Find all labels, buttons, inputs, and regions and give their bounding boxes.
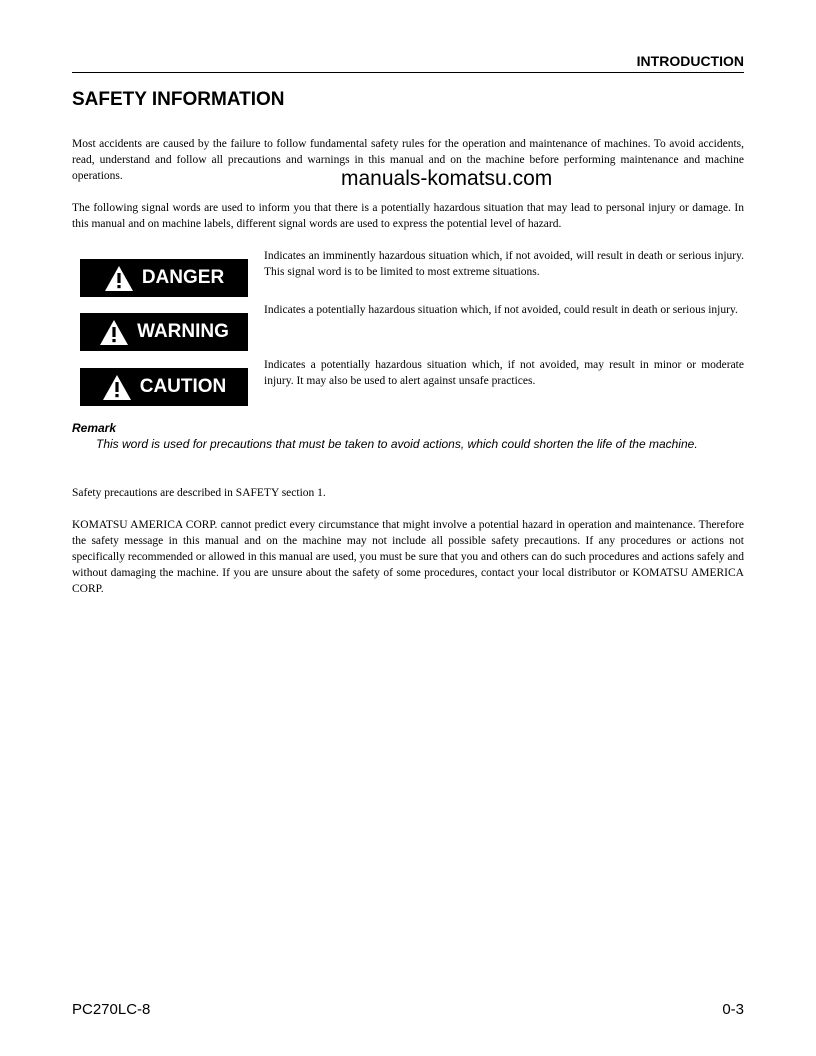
footer-page-number: 0-3 [722,1001,744,1018]
danger-signal-word: DANGER [141,267,225,288]
caution-signal-label [80,368,248,406]
warning-triangle-icon [99,319,129,346]
caution-signal-word: CAUTION [139,376,227,397]
header-rule [72,72,744,73]
remark-text: This word is used for precautions that must be taken to avoid actions, which could shorten the life of the machine. [96,437,698,451]
warning-triangle-icon [102,374,132,401]
signal-intro-paragraph: The following signal words are used to inform you that there is a potentially hazardous situation that may lead to personal injury or damage. In this manual and on machine labels, different signal words are used to express the potential level of hazard. [72,202,744,230]
warning-signal-label [80,313,248,351]
warning-description: Indicates a potentially hazardous situation which, if not avoided, could result in death or serious injury. [264,304,738,316]
page-title: SAFETY INFORMATION [72,89,285,110]
watermark: manuals-komatsu.com [341,167,553,190]
warning-triangle-icon [104,265,134,292]
danger-signal-label [80,259,248,297]
warning-signal-word: WARNING [137,321,229,342]
disclaimer-paragraph: KOMATSU AMERICA CORP. cannot predict every circumstance that might involve a potential hazard in operation and maintenance. Therefore the safety message in this manual and on the machine may not include all possible safety precautions. If any procedures or actions not specifically recommended or allowed in this manual are used, you must be sure that you and others can do such procedures and actions safely and without damaging the machine. If you are unsure about the safety of some procedures, contact your local distributor or KOMATSU AMERICA CORP. [72,519,744,595]
footer-model: PC270LC-8 [72,1001,151,1018]
danger-description: Indicates an imminently hazardous situation which, if not avoided, will result in death or serious injury. This signal word is to be limited to most extreme situations. [264,250,744,278]
intro-paragraph: Most accidents are caused by the failure to follow fundamental safety rules for the operation and maintenance of machines. To avoid accidents, read, understand and follow all precautions and warnings in this manual and on the machine before performing maintenance and machine operations. [72,138,744,182]
caution-description: Indicates a potentially hazardous situation which, if not avoided, may result in minor or moderate injury. It may also be used to alert against unsafe practices. [264,359,744,387]
remark-label: Remark [72,421,117,435]
safety-section-note: Safety precautions are described in SAFETY section 1. [72,487,326,499]
section-header: INTRODUCTION [636,53,744,69]
